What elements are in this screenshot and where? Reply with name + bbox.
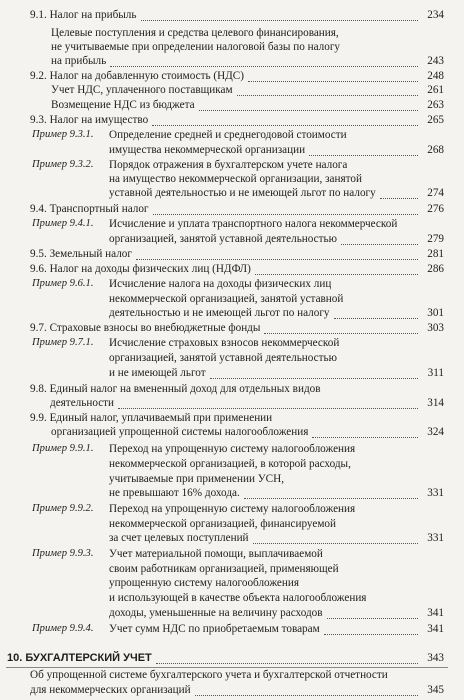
entry-text: Переход на упрощенную систему налогообложения: [109, 443, 356, 455]
page-number: 303: [427, 322, 444, 334]
page-number: 311: [427, 367, 444, 379]
entry-text: учитываемые при применении УСН,: [109, 473, 284, 485]
entry-text: некоммерческой организацией, финансируемой: [109, 518, 336, 530]
entry-text: Исчисление налога на доходы физических лиц: [109, 278, 332, 290]
example-label: Пример 9.3.1.: [32, 129, 94, 140]
page-number: 345: [427, 684, 444, 696]
dot-leader: [248, 80, 418, 82]
section-title: 9.9. Единый налог, уплачиваемый при применении: [30, 412, 273, 424]
page-number: 343: [427, 652, 444, 664]
example-label: Пример 9.7.1.: [32, 337, 94, 348]
dot-leader: [110, 65, 418, 67]
entry-text: деятельностью и не имеющей льгот по налогу: [109, 307, 330, 319]
entry-text: некоммерческой организацией, занятой уставной: [109, 293, 344, 305]
entry-text: и не имеющей льгот: [109, 367, 206, 379]
page-number: 341: [427, 623, 444, 635]
entry-text: Исчисление и уплата транспортного налога некоммерческой: [109, 218, 398, 230]
section-title: 9.6. Налог на доходы физических лиц (НДФЛ): [30, 263, 251, 275]
page-number: 268: [427, 144, 444, 156]
example-label: Пример 9.9.1.: [32, 443, 94, 454]
entry-text: имущества некоммерческой организации: [109, 144, 306, 156]
dot-leader: [237, 94, 418, 96]
dot-leader: [380, 197, 418, 199]
dot-leader: [141, 19, 419, 21]
entry-text: Исчисление страховых взносов некоммерческой: [109, 337, 340, 349]
entry-text: уставной деятельностью и не имеющей льгот по налогу: [109, 187, 376, 199]
page-number: 331: [427, 487, 444, 499]
dot-leader: [195, 694, 418, 696]
entry-text: организацией, занятой уставной деятельностью: [109, 352, 337, 364]
section-title: 9.4. Транспортный налог: [30, 203, 149, 215]
example-label: Пример 9.9.3.: [32, 548, 94, 559]
page-number: 248: [427, 70, 444, 82]
dot-leader: [324, 633, 418, 635]
entry-text: Возмещение НДС из бюджета: [51, 99, 195, 111]
dot-leader: [341, 243, 418, 245]
entry-text: не превышают 16% дохода.: [109, 487, 240, 499]
chapter-rule: [6, 667, 448, 668]
entry-text: не учитываемые при определении налоговой базы по налогу: [51, 41, 341, 53]
section-title: 9.5. Земельный налог: [30, 248, 132, 260]
dot-leader: [210, 377, 418, 379]
page-number: 286: [427, 263, 444, 275]
section-title: 9.7. Страховые взносы во внебюджетные фонды: [30, 322, 261, 334]
entry-text: за счет целевых поступлений: [109, 532, 249, 544]
entry-text: упрощенную систему налогообложения: [109, 577, 300, 589]
dot-leader: [327, 617, 418, 619]
entry-text: на имущество некоммерческой организации, занятой: [109, 173, 362, 185]
dot-leader: [253, 542, 418, 544]
entry-text: доходы, уменьшенные на величину расходов: [109, 607, 323, 619]
entry-text: своим работникам организацией, применяющей: [109, 563, 339, 575]
dot-leader: [136, 258, 418, 260]
entry-text: деятельности: [50, 397, 115, 409]
entry-text: Учет сумм НДС по приобретаемым товарам: [109, 623, 320, 635]
dot-leader: [153, 213, 418, 215]
dot-leader: [255, 273, 418, 275]
dot-leader: [199, 109, 418, 111]
entry-text: Учет НДС, уплаченного поставщикам: [51, 84, 233, 96]
page-number: 243: [427, 55, 444, 67]
entry-text: для некоммерческих организаций: [30, 684, 191, 696]
page-number: 331: [427, 532, 444, 544]
dot-leader: [152, 124, 418, 126]
section-title: 9.3. Налог на имущество: [30, 114, 149, 126]
page-number: 301: [427, 307, 444, 319]
entry-text: организацией, занятой уставной деятельностью: [109, 233, 337, 245]
entry-text: на прибыль: [51, 55, 107, 67]
page-number: 261: [427, 84, 444, 96]
dot-leader: [264, 332, 418, 334]
page-number: 274: [427, 187, 444, 199]
dot-leader: [334, 317, 418, 319]
page-number: 324: [427, 426, 444, 438]
entry-text: Переход на упрощенную систему налогообложения: [109, 503, 356, 515]
example-label: Пример 9.9.4.: [32, 623, 94, 634]
page-number: 279: [427, 233, 444, 245]
example-label: Пример 9.3.2.: [32, 159, 94, 170]
example-label: Пример 9.9.2.: [32, 503, 94, 514]
dot-leader: [118, 407, 418, 409]
entry-text: организацией упрощенной системы налогообложения: [51, 426, 309, 438]
entry-text: некоммерческой организацией, в которой расходы,: [109, 458, 351, 470]
entry-text: и использующей в качестве объекта налогообложения: [109, 592, 367, 604]
page-number: 265: [427, 114, 444, 126]
dot-leader: [312, 436, 418, 438]
page-number: 276: [427, 203, 444, 215]
section-title: 9.8. Единый налог на вмененный доход для отдельных видов: [30, 383, 321, 395]
page-number: 263: [427, 99, 444, 111]
page-number: 281: [427, 248, 444, 260]
chapter-title: 10. БУХГАЛТЕРСКИЙ УЧЕТ: [7, 652, 152, 664]
entry-text: Определение средней и среднегодовой стоимости: [109, 129, 347, 141]
dot-leader: [244, 497, 418, 499]
entry-text: Об упрощенной системе бухгалтерского учета и бухгалтерской отчетности: [30, 669, 388, 681]
page-number: 341: [427, 607, 444, 619]
section-title: 9.1. Налог на прибыль: [30, 9, 137, 21]
dot-leader: [156, 662, 418, 664]
entry-text: Учет материальной помощи, выплачиваемой: [109, 548, 323, 560]
example-label: Пример 9.6.1.: [32, 278, 94, 289]
page-number: 234: [427, 9, 444, 21]
dot-leader: [309, 154, 418, 156]
entry-text: Целевые поступления и средства целевого финансирования,: [51, 27, 339, 39]
entry-text: Порядок отражения в бухгалтерском учете налога: [109, 159, 348, 171]
example-label: Пример 9.4.1.: [32, 218, 94, 229]
page-number: 314: [427, 397, 444, 409]
section-title: 9.2. Налог на добавленную стоимость (НДС): [30, 70, 244, 82]
